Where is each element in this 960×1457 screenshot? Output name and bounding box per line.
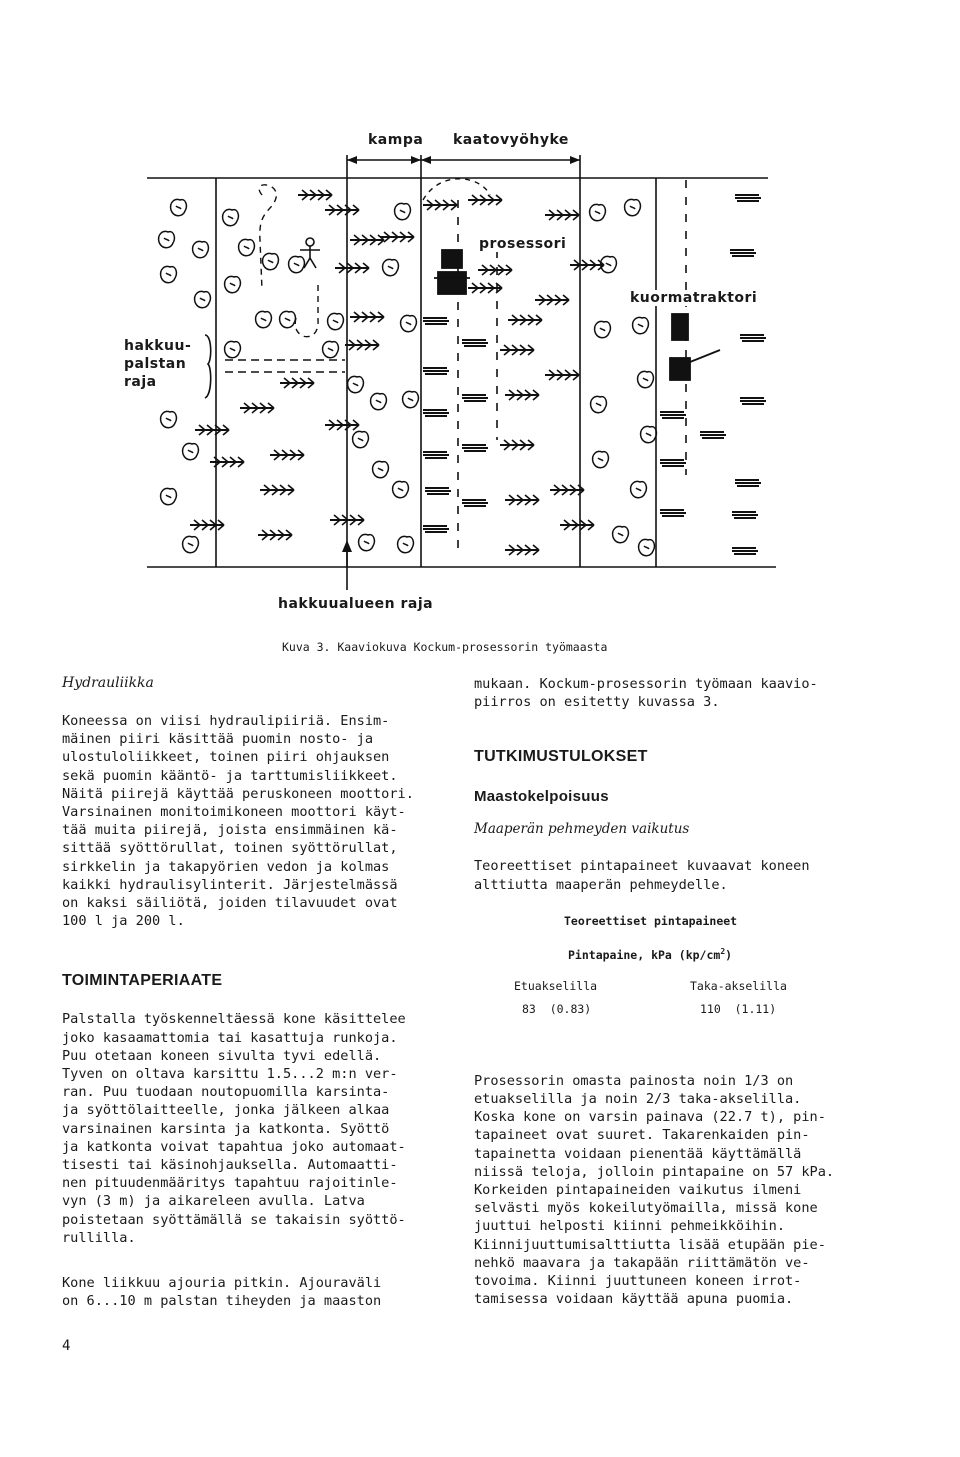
text-line: mäinen piiri käsittää puomin nosto- ja bbox=[62, 731, 373, 748]
text-line: piirros on esitetty kuvassa 3. bbox=[474, 694, 720, 711]
pressure-table bbox=[474, 914, 842, 1024]
text-line: Kone liikkuu ajouria pitkin. Ajouraväli bbox=[62, 1275, 382, 1292]
text-line: ja katkonta voivat tapahtua joko automaat- bbox=[62, 1138, 406, 1155]
page-number: 4 bbox=[62, 1338, 71, 1354]
table-subtitle-text: Pintapaine, kPa (kp/cm bbox=[568, 947, 721, 962]
text-line: juuttui helposti kiinni pehmeikköihin. bbox=[474, 1218, 785, 1235]
label-prosessori: prosessori bbox=[479, 236, 567, 252]
text-line: Prosessorin omasta painosta noin 1/3 on bbox=[474, 1072, 794, 1089]
text-line: alttiutta maaperän pehmeydelle. bbox=[474, 876, 728, 893]
diagram-drawing bbox=[0, 0, 960, 620]
table-subtitle bbox=[568, 947, 732, 962]
text-line: Kiinnijuuttumisalttiutta lisää etupään pie- bbox=[474, 1236, 826, 1253]
text-line: on kaksi säiliötä, joiden tilavuudet ovat bbox=[62, 895, 398, 912]
text-line: Koneessa on viisi hydraulipiiriä. Ensim- bbox=[62, 713, 390, 729]
label-kuormatraktori: kuormatraktori bbox=[630, 290, 758, 306]
hydrauliikka-paragraph bbox=[62, 712, 430, 930]
worksite-diagram bbox=[0, 0, 960, 620]
label-kampa: kampa bbox=[368, 132, 424, 148]
label-kaatovyohyke: kaatovyöhyke bbox=[453, 132, 569, 148]
text-line: selvästi myös kokeilutyömailla, missä kone bbox=[474, 1200, 818, 1217]
table-header-rear: Taka-akselilla bbox=[690, 978, 787, 993]
text-line: poistetaan syöttämällä se takaisin syöttö- bbox=[62, 1211, 406, 1228]
label-hakkuupalstan-raja-line3: raja bbox=[124, 374, 157, 390]
text-line: Tyven on oltava karsittu 1.5...2 m:n ver- bbox=[62, 1066, 398, 1083]
text-line: tapainetta voidaan pienentää käyttämällä bbox=[474, 1145, 802, 1162]
text-line: tapaineet ovat suuret. Takarenkaiden pin- bbox=[474, 1127, 810, 1144]
text-line: Varsinainen monitoimikoneen moottori käyt- bbox=[62, 804, 406, 821]
table-value-front: 83 (0.83) bbox=[522, 1001, 592, 1016]
teoreettiset-paragraph bbox=[474, 857, 842, 893]
text-line: Näitä piirejä käyttää peruskoneen moottori. bbox=[62, 785, 414, 802]
text-line: etuakselilla ja noin 2/3 taka-akselilla. bbox=[474, 1091, 802, 1108]
text-line: tisesti tai käsinohjauksella. Automaatti- bbox=[62, 1157, 398, 1174]
intro-paragraph bbox=[474, 675, 842, 711]
text-line: sittää syöttörullat, toinen syöttörullat, bbox=[62, 840, 398, 857]
text-line: Palstalla työskenneltäessä kone käsittelee bbox=[62, 1011, 406, 1028]
text-line: Teoreettiset pintapaineet kuvaavat koneen bbox=[474, 858, 810, 875]
table-value-rear: 110 (1.11) bbox=[700, 1001, 777, 1016]
tutkimustulokset-heading: TUTKIMUSTULOKSET bbox=[474, 748, 648, 766]
table-title: Teoreettiset pintapaineet bbox=[564, 913, 738, 928]
figure-caption: Kuva 3. Kaaviokuva Kockum-prosessorin työmaasta bbox=[282, 640, 608, 654]
left-column bbox=[62, 675, 430, 1310]
text-line: 100 l ja 200 l. bbox=[62, 913, 185, 930]
text-line: joko kasaamattomia tai kasattuja runkoja. bbox=[62, 1029, 398, 1046]
toimintaperiaate-paragraph bbox=[62, 1010, 430, 1247]
text-line: ulostuloliikkeet, toinen piiri ohjauksen bbox=[62, 749, 390, 766]
label-hakkuupalstan-raja-line2: palstan bbox=[124, 356, 187, 372]
text-line: varsinainen karsinta ja katkonta. Syöttö bbox=[62, 1120, 390, 1137]
table-header-front: Etuakselilla bbox=[514, 978, 598, 993]
text-line: tää muita piirejä, joista ensimmäinen kä- bbox=[62, 822, 398, 839]
text-line: ja syöttölaitteelle, jonka jälkeen alkaa bbox=[62, 1102, 390, 1119]
text-line: on 6...10 m palstan tiheyden ja maaston bbox=[62, 1293, 382, 1310]
text-line: niissä teloja, jolloin pintapaine on 57 kPa. bbox=[474, 1163, 835, 1180]
maastokelpoisuus-heading: Maastokelpoisuus bbox=[474, 788, 609, 806]
text-line: Korkeiden pintapaineiden vaikutus ilmeni bbox=[474, 1182, 802, 1199]
text-line: tovoima. Kiinni juuttuneen koneen irrot- bbox=[474, 1273, 802, 1290]
toimintaperiaate-heading: TOIMINTAPERIAATE bbox=[62, 972, 223, 990]
prosessori-paragraph bbox=[474, 1072, 842, 1309]
text-line: ran. Puu tuodaan noutopuomilla karsinta- bbox=[62, 1084, 390, 1101]
text-line: Puu otetaan koneen sivulta tyvi edellä. bbox=[62, 1047, 382, 1064]
hydrauliikka-heading: Hydrauliikka bbox=[62, 675, 154, 691]
text-line: sirkkelin ja takapyörien vedon ja kolmas bbox=[62, 858, 390, 875]
text-line: rullilla. bbox=[62, 1229, 136, 1246]
text-line: kaikki hydraulisylinterit. Järjestelmässä bbox=[62, 876, 398, 893]
text-line: nehkö maavara ja takapään riittämätön ve- bbox=[474, 1254, 810, 1271]
label-hakkuualueen-raja: hakkuualueen raja bbox=[278, 596, 434, 612]
pehmeys-subheading: Maaperän pehmeyden vaikutus bbox=[474, 821, 690, 838]
text-line: tamisessa voidaan käyttää apuna puomia. bbox=[474, 1291, 794, 1308]
table-subtitle-end: ) bbox=[725, 947, 733, 962]
text-line: vyn (3 m) ja aikareleen avulla. Latva bbox=[62, 1193, 365, 1210]
label-hakkuupalstan-raja bbox=[124, 338, 191, 390]
text-line: sekä puomin kääntö- ja tarttumisliikkeet. bbox=[62, 767, 398, 784]
text-line: mukaan. Kockum-prosessorin työmaan kaavio- bbox=[474, 676, 818, 692]
text-line: nen pituudenmääritys tapahtuu rajoitinle- bbox=[62, 1175, 398, 1192]
text-line: Koska kone on varsin painava (22.7 t), pin- bbox=[474, 1109, 826, 1126]
table-subtitle-superscript: 2 bbox=[720, 946, 726, 956]
label-hakkuupalstan-raja-line1: hakkuu- bbox=[124, 338, 192, 354]
ajouri-paragraph bbox=[62, 1274, 430, 1310]
right-column bbox=[474, 675, 842, 1308]
